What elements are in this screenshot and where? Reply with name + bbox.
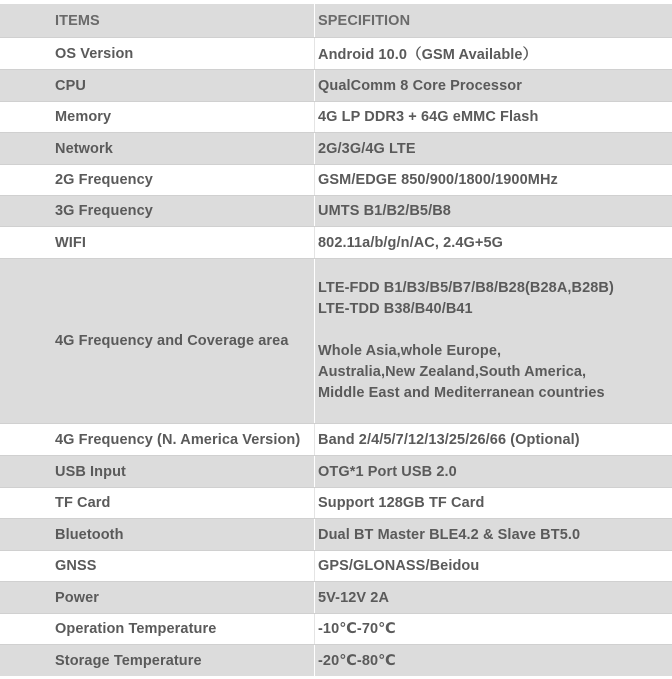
row-spec (314, 259, 672, 423)
row-spec: 4G LP DDR3 + 64G eMMC Flash (314, 102, 672, 132)
table-row (0, 69, 672, 101)
table-row (0, 644, 672, 676)
table-row (0, 164, 672, 195)
row-item: WIFI (55, 234, 87, 251)
table-row (0, 550, 672, 581)
row-item: USB Input (55, 463, 126, 480)
table-row (0, 37, 672, 69)
row-item: GNSS (55, 558, 97, 574)
row-spec: GSM/EDGE 850/900/1800/1900MHz (314, 165, 672, 195)
spec-line: LTE-FDD B1/B3/B5/B7/B8/B28(B28A,B28B) (318, 280, 614, 296)
table-row (0, 518, 672, 550)
table-row (0, 195, 672, 226)
row-spec: -10℃-70℃ (314, 614, 672, 644)
spec-line: Whole Asia,whole Europe, (318, 343, 502, 359)
table-row (0, 101, 672, 132)
row-spec: Band 2/4/5/7/12/13/25/26/66 (Optional) (314, 424, 672, 455)
row-item: Network (55, 140, 113, 157)
row-spec: UMTS B1/B2/B5/B8 (314, 196, 672, 226)
table-row (0, 613, 672, 644)
row-spec: Dual BT Master BLE4.2 & Slave BT5.0 (314, 519, 672, 550)
row-item: 3G Frequency (55, 203, 153, 219)
row-item: Bluetooth (55, 526, 124, 543)
table-row (0, 132, 672, 164)
row-item: TF Card (55, 495, 111, 511)
table-row (0, 423, 672, 455)
spec-line: LTE-TDD B38/B40/B41 (318, 301, 473, 317)
row-item: Storage Temperature (55, 652, 202, 669)
row-item: Operation Temperature (55, 621, 217, 637)
row-spec: OTG*1 Port USB 2.0 (314, 456, 672, 487)
row-item: 4G Frequency and Coverage area (55, 333, 289, 349)
row-spec: GPS/GLONASS/Beidou (314, 551, 672, 581)
spec-line-gap (318, 320, 614, 341)
row-item: Memory (55, 109, 112, 125)
row-spec: 2G/3G/4G LTE (314, 133, 672, 164)
row-spec: Android 10.0（GSM Available） (314, 38, 672, 69)
row-spec: 5V-12V 2A (314, 582, 672, 613)
coverage-spec-block (318, 278, 614, 404)
table-row (0, 258, 672, 423)
spec-line: Middle East and Mediterranean countries (318, 385, 605, 401)
row-item: CPU (55, 77, 86, 94)
table-row (0, 226, 672, 258)
table-header (0, 4, 672, 37)
header-items: ITEMS (55, 12, 100, 29)
table-row (0, 581, 672, 613)
spec-line: Australia,New Zealand,South America, (318, 364, 587, 380)
row-spec: -20℃-80℃ (314, 645, 672, 676)
row-item: Power (55, 589, 100, 606)
row-spec: QualComm 8 Core Processor (314, 70, 672, 101)
row-spec: 802.11a/b/g/n/AC, 2.4G+5G (314, 227, 672, 258)
table-row (0, 455, 672, 487)
header-specification: SPECIFITION (314, 4, 672, 37)
row-item: OS Version (55, 45, 134, 62)
row-item: 4G Frequency (N. America Version) (55, 431, 301, 448)
row-item: 2G Frequency (55, 172, 153, 188)
row-spec: Support 128GB TF Card (314, 488, 672, 518)
table-row (0, 487, 672, 518)
